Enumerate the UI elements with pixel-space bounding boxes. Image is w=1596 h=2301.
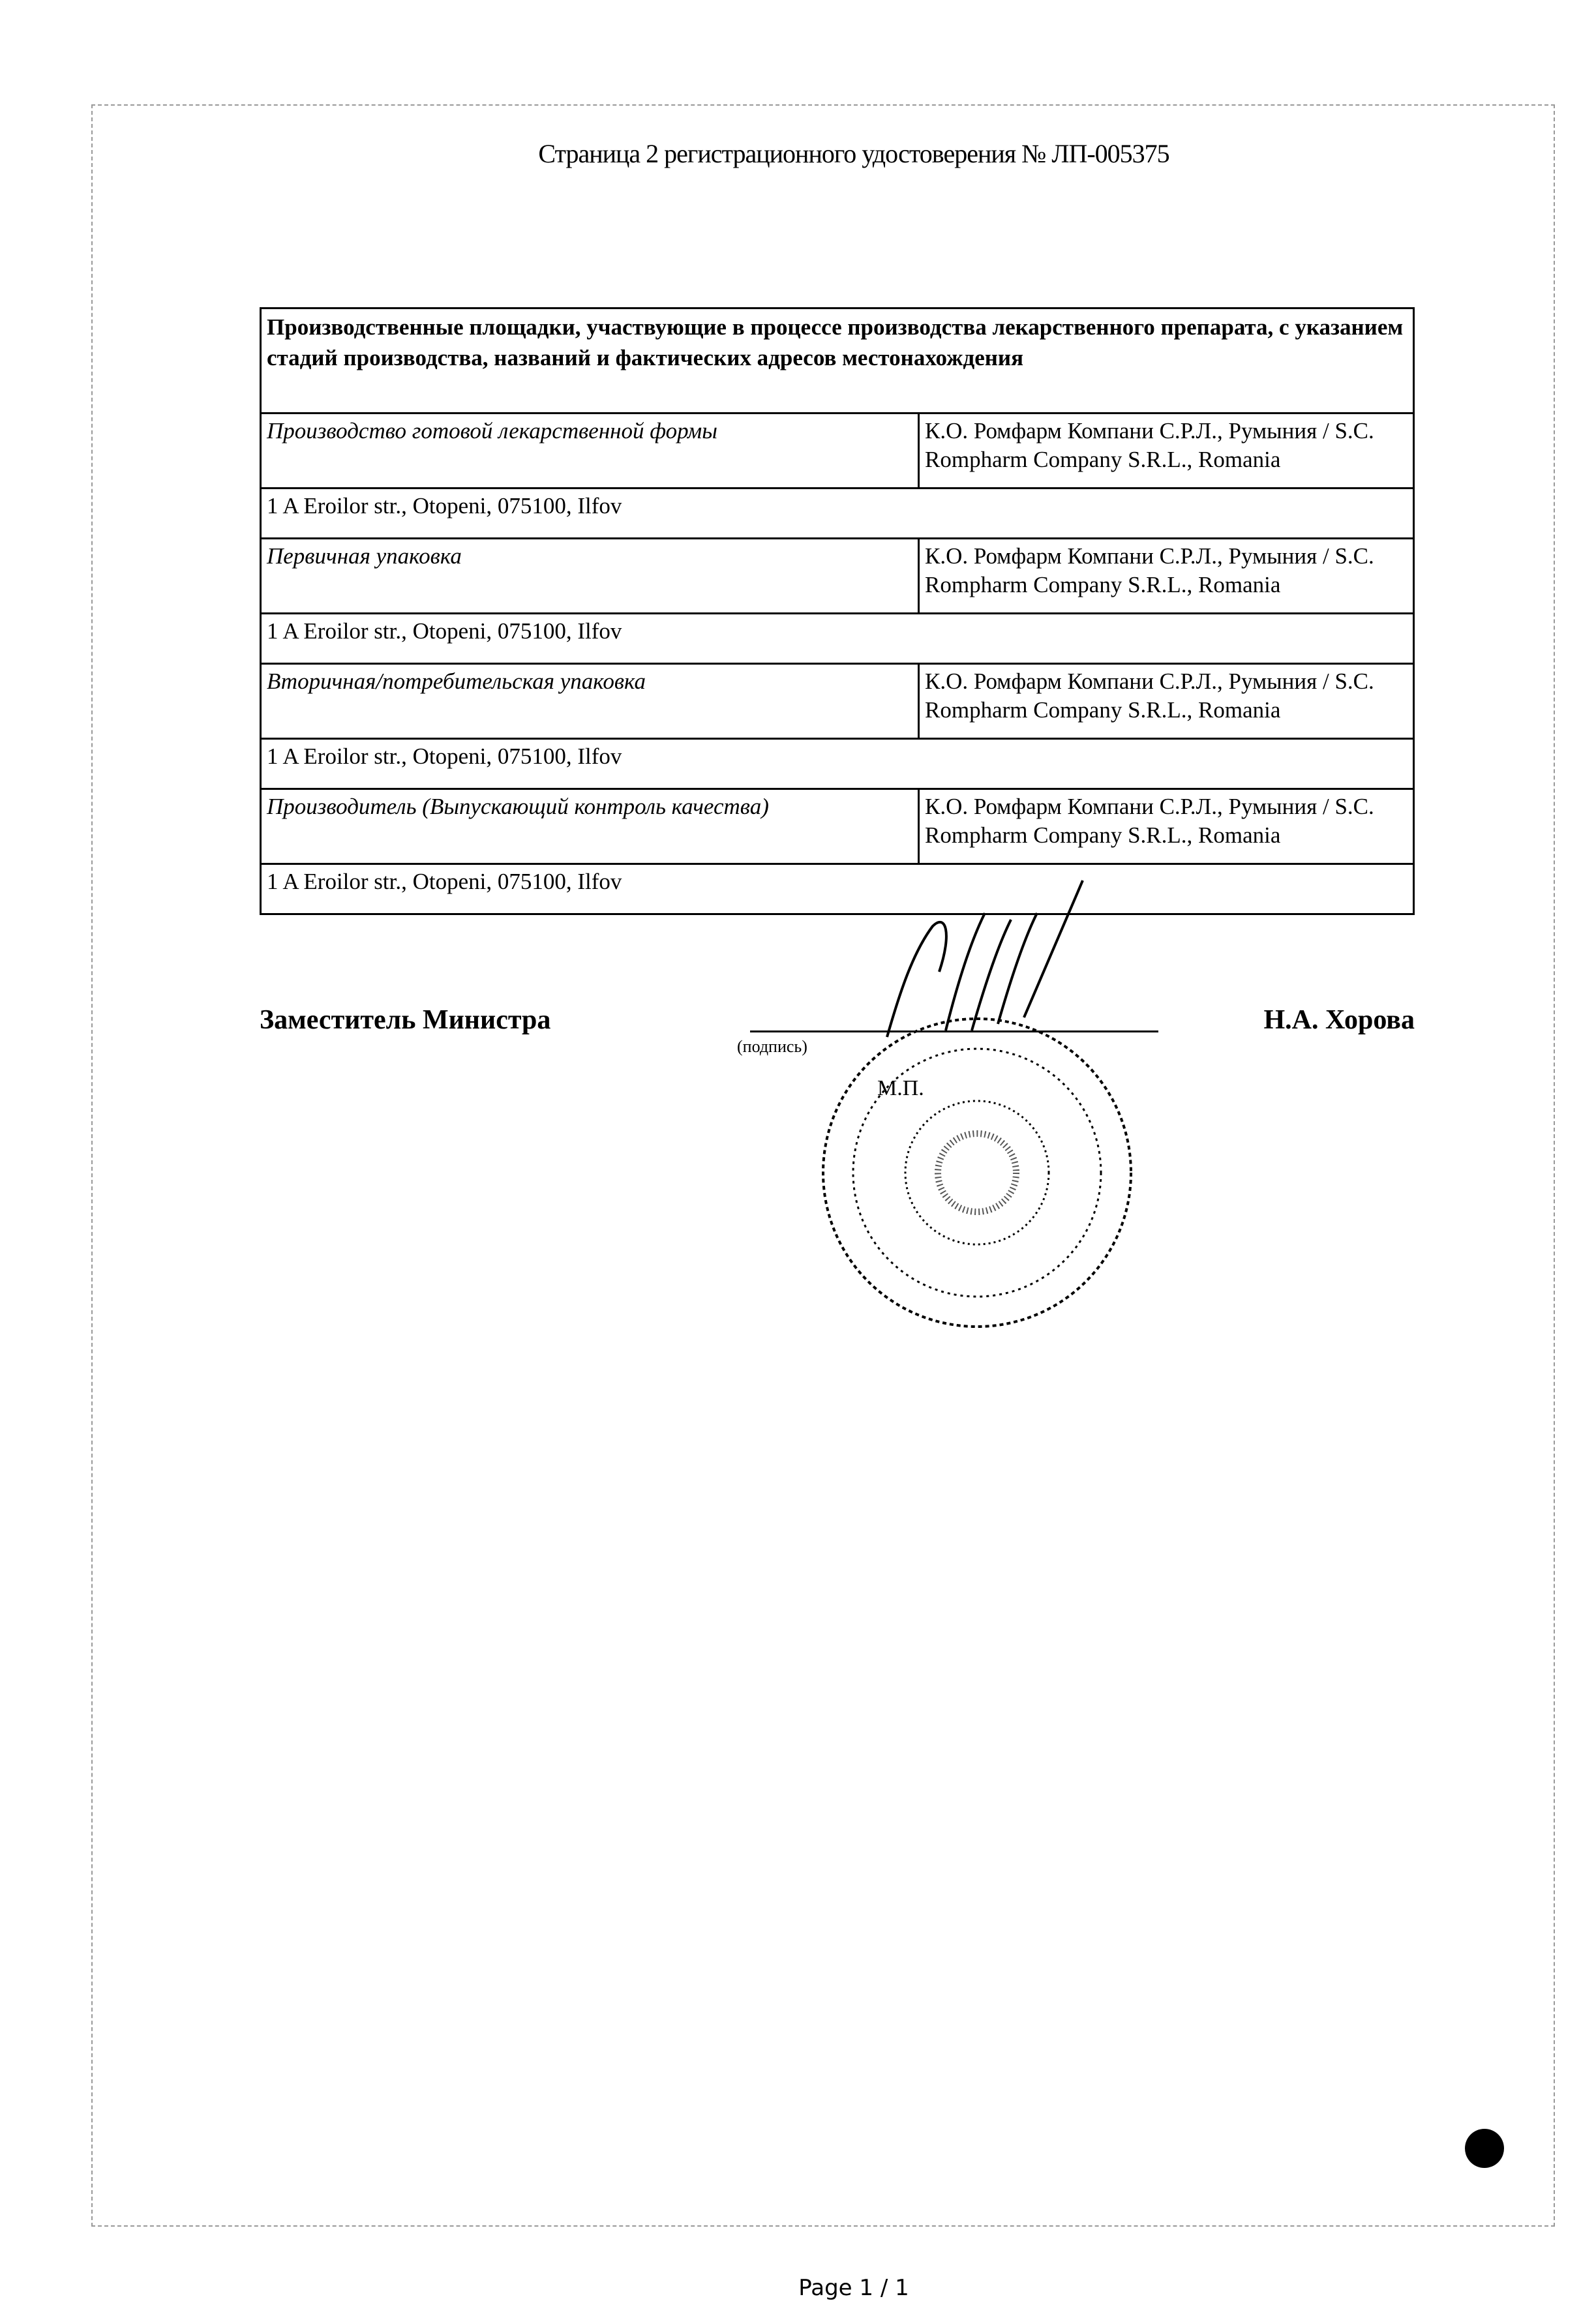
address-cell: 1 A Eroilor str., Otopeni, 075100, Ilfov <box>261 489 1414 539</box>
table-heading: Производственные площадки, участвующие в процессе производства лекарственного препарата, с указанием стадий производства, названий и фактических адресов местонахождения <box>261 308 1414 414</box>
company-cell: К.О. Ромфарм Компани С.Р.Л., Румыния / S.C. Rompharm Company S.R.L., Romania <box>919 789 1414 864</box>
stage-cell: Вторичная/потребительская упаковка <box>261 664 919 739</box>
page-number: Page 1 / 1 <box>798 2275 909 2301</box>
address-cell: 1 A Eroilor str., Otopeni, 075100, Ilfov <box>261 739 1414 789</box>
address-cell: 1 A Eroilor str., Otopeni, 075100, Ilfov <box>261 864 1414 914</box>
stage-cell: Производитель (Выпускающий контроль качества) <box>261 789 919 864</box>
scan-artifact-dot <box>1465 2129 1504 2168</box>
seal-mark-label: М.П. <box>877 1076 924 1100</box>
address-cell: 1 A Eroilor str., Otopeni, 075100, Ilfov <box>261 614 1414 664</box>
company-cell: К.О. Ромфарм Компани С.Р.Л., Румыния / S.C. Rompharm Company S.R.L., Romania <box>919 414 1414 489</box>
official-seal-stamp <box>819 1014 1136 1331</box>
signature-caption: (подпись) <box>737 1037 807 1056</box>
company-cell: К.О. Ромфарм Компани С.Р.Л., Румыния / S.C. Rompharm Company S.R.L., Romania <box>919 664 1414 739</box>
company-cell: К.О. Ромфарм Компани С.Р.Л., Румыния / S.C. Rompharm Company S.R.L., Romania <box>919 539 1414 614</box>
signatory-position: Заместитель Министра <box>260 1005 551 1035</box>
stage-cell: Первичная упаковка <box>261 539 919 614</box>
manufacturing-sites-table <box>260 307 1415 915</box>
signatory-name: Н.А. Хорова <box>1263 1005 1415 1035</box>
page-title: Страница 2 регистрационного удостоверения № ЛП-005375 <box>538 139 1169 168</box>
stage-cell: Производство готовой лекарственной формы <box>261 414 919 489</box>
